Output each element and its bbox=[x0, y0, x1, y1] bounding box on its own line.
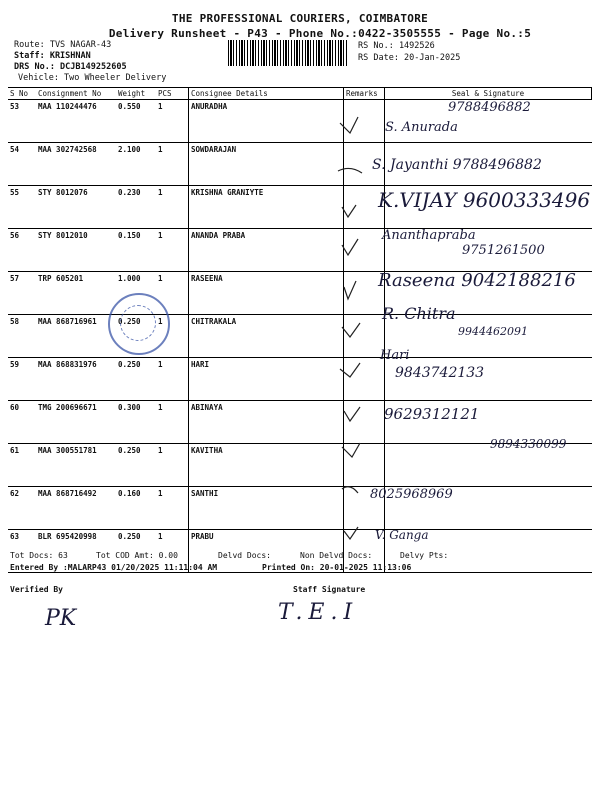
barcode bbox=[228, 40, 348, 66]
row-consignee: ANURADHA bbox=[189, 100, 344, 143]
row-sno: 55 bbox=[8, 186, 36, 229]
printed-on: Printed On: 20-01-2025 11:13:06 bbox=[262, 563, 412, 572]
staff-label: Staff: KRISHNAN bbox=[14, 51, 91, 61]
row-weight: 0.230 bbox=[116, 186, 156, 229]
row-consignee: PRABU bbox=[189, 530, 344, 573]
row-sno: 57 bbox=[8, 272, 36, 315]
row-consignment-no: STY 8012010 bbox=[36, 229, 116, 272]
signature-text: 8025968969 bbox=[370, 487, 453, 502]
row-weight: 0.160 bbox=[116, 487, 156, 530]
non-delivered-docs: Non Delvd Docs: bbox=[300, 551, 373, 560]
row-consignment-no: MAA 110244476 bbox=[36, 100, 116, 143]
delivered-docs: Delvd Docs: bbox=[218, 551, 271, 560]
row-weight: 0.300 bbox=[116, 401, 156, 444]
seal-stamp bbox=[108, 293, 170, 355]
rs-number: RS No.: 1492526 bbox=[358, 41, 435, 51]
signature-text: S. Anurada bbox=[385, 120, 458, 135]
route-label: Route: TVS NAGAR-43 bbox=[14, 40, 112, 50]
table-row bbox=[8, 358, 592, 401]
row-pcs: 1 bbox=[156, 358, 189, 401]
signature-text: 9894330099 bbox=[490, 437, 567, 451]
row-consignee: SANTHI bbox=[189, 487, 344, 530]
row-sno: 53 bbox=[8, 100, 36, 143]
signature-text: Raseena 9042188216 bbox=[378, 270, 576, 291]
row-consignee: KAVITHA bbox=[189, 444, 344, 487]
col-weight: Weight bbox=[116, 88, 156, 100]
company-title: THE PROFESSIONAL COURIERS, COIMBATORE bbox=[171, 12, 429, 25]
row-sno: 56 bbox=[8, 229, 36, 272]
col-pcs: PCS bbox=[156, 88, 189, 100]
row-consignee: HARI bbox=[189, 358, 344, 401]
row-consignee: ABINAYA bbox=[189, 401, 344, 444]
vehicle-label: Vehicle: Two Wheeler Delivery bbox=[18, 73, 167, 83]
row-consignment-no: MAA 868716492 bbox=[36, 487, 116, 530]
signature-text: 9751261500 bbox=[462, 243, 545, 258]
staff-signature-mark: T.E.I bbox=[278, 600, 359, 625]
row-pcs: 1 bbox=[156, 272, 189, 315]
col-sno: S No bbox=[8, 88, 36, 100]
total-cod: Tot COD Amt: 0.00 bbox=[96, 551, 178, 560]
signature-text: 9944462091 bbox=[458, 325, 528, 338]
row-weight: 0.150 bbox=[116, 229, 156, 272]
row-pcs: 1 bbox=[156, 444, 189, 487]
row-sno: 60 bbox=[8, 401, 36, 444]
row-weight: 2.100 bbox=[116, 143, 156, 186]
delivery-points: Delvy Pts: bbox=[400, 551, 449, 560]
runsheet-subtitle: Delivery Runsheet - P43 - Phone No.:0422-3505555 - Page No.:5 bbox=[108, 27, 532, 40]
row-sno: 61 bbox=[8, 444, 36, 487]
signature-text: R. Chitra bbox=[382, 304, 456, 323]
entered-by: Entered By :MALARP43 01/20/2025 11:11:04 AM bbox=[10, 563, 218, 572]
row-pcs: 1 bbox=[156, 530, 189, 573]
staff-signature-label: Staff Signature bbox=[293, 585, 366, 594]
row-sno: 63 bbox=[8, 530, 36, 573]
row-consignment-no: STY 8012076 bbox=[36, 186, 116, 229]
row-pcs: 1 bbox=[156, 401, 189, 444]
verified-signature-mark: PK bbox=[45, 606, 77, 631]
row-weight: 0.250 bbox=[116, 315, 156, 358]
row-weight: 0.250 bbox=[116, 444, 156, 487]
row-pcs: 1 bbox=[156, 229, 189, 272]
signature-text: K.VIJAY 9600333496 bbox=[378, 188, 591, 212]
row-consignee: ANANDA PRABA bbox=[189, 229, 344, 272]
row-consignee: CHITRAKALA bbox=[189, 315, 344, 358]
row-weight: 0.250 bbox=[116, 358, 156, 401]
signature-text: V. Ganga bbox=[375, 528, 429, 542]
row-weight: 1.000 bbox=[116, 272, 156, 315]
row-weight: 0.250 bbox=[116, 530, 156, 573]
row-pcs: 1 bbox=[156, 143, 189, 186]
row-consignee: SOWDARAJAN bbox=[189, 143, 344, 186]
row-sno: 58 bbox=[8, 315, 36, 358]
row-weight: 0.550 bbox=[116, 100, 156, 143]
row-consignment-no: MAA 868716961 bbox=[36, 315, 116, 358]
row-consignment-no: MAA 868831976 bbox=[36, 358, 116, 401]
row-consignment-no: MAA 300551781 bbox=[36, 444, 116, 487]
signature-text: Hari bbox=[380, 348, 410, 363]
row-consignment-no: MAA 302742568 bbox=[36, 143, 116, 186]
table-row bbox=[8, 487, 592, 530]
total-docs: Tot Docs: 63 bbox=[10, 551, 68, 560]
col-consignee: Consignee Details bbox=[189, 88, 344, 100]
signature-text: 9788496882 bbox=[448, 100, 531, 115]
verified-by-label: Verified By bbox=[10, 585, 63, 594]
signature-text: Ananthapraba bbox=[382, 228, 476, 243]
col-consignment: Consignment No bbox=[36, 88, 116, 100]
row-pcs: 1 bbox=[156, 315, 189, 358]
row-pcs: 1 bbox=[156, 100, 189, 143]
row-sno: 62 bbox=[8, 487, 36, 530]
signature-text: 9629312121 bbox=[384, 405, 480, 423]
remarks-tick-marks bbox=[336, 87, 376, 547]
row-pcs: 1 bbox=[156, 487, 189, 530]
signature-text: 9843742133 bbox=[395, 365, 485, 381]
table-header-row bbox=[8, 88, 592, 100]
col-remarks: Remarks bbox=[344, 88, 385, 100]
row-pcs: 1 bbox=[156, 186, 189, 229]
row-consignee: KRISHNA GRANIYTE bbox=[189, 186, 344, 229]
drs-number: DRS No.: DCJB149252605 bbox=[14, 62, 127, 72]
row-consignment-no: TMG 200696671 bbox=[36, 401, 116, 444]
row-sno: 54 bbox=[8, 143, 36, 186]
signature-text: S. Jayanthi 9788496882 bbox=[372, 157, 542, 173]
row-consignment-no: BLR 695420998 bbox=[36, 530, 116, 573]
rs-date: RS Date: 20-Jan-2025 bbox=[358, 53, 461, 63]
col-signature: Seal & Signature bbox=[385, 88, 592, 100]
row-consignee: RASEENA bbox=[189, 272, 344, 315]
row-sno: 59 bbox=[8, 358, 36, 401]
row-consignment-no: TRP 605201 bbox=[36, 272, 116, 315]
